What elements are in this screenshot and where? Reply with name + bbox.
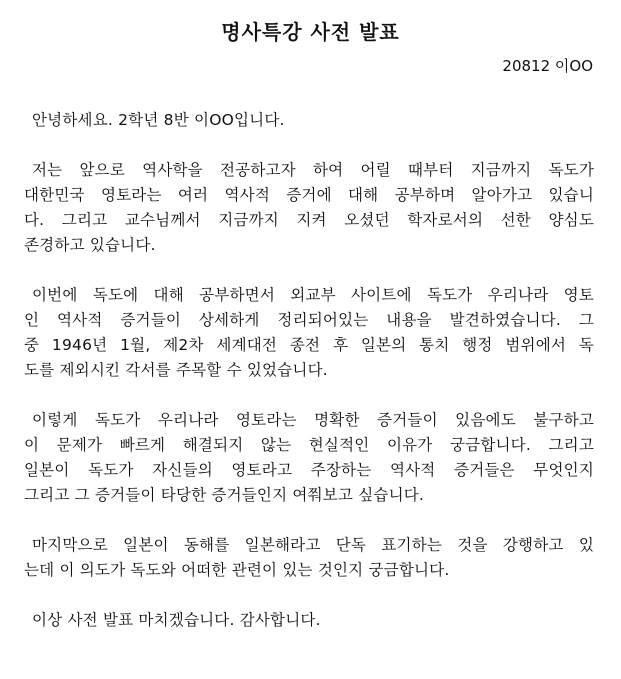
text-line: 중 1946년 1월, 제2차 세계대전 종전 후 일본의 통치 행정 범위에서 독 — [24, 336, 594, 354]
text-line: 그리고 그 증거들이 타당한 증거들인지 여쭤보고 싶습니다. — [24, 486, 425, 504]
paragraph — [24, 608, 594, 633]
paragraph — [24, 408, 594, 508]
text-line: 일본이 독도가 자신들의 영토라고 주장하는 역사적 증거들은 무엇인지 — [24, 461, 594, 479]
text-line: 존경하고 있습니다. — [24, 236, 156, 254]
paragraph — [24, 108, 594, 133]
paragraph — [24, 533, 594, 583]
text-line: 는데 이 의도가 독도와 어떠한 관련이 있는 것인지 궁금합니다. — [24, 561, 450, 579]
text-line: 저는 앞으로 역사학을 전공하고자 하여 어릴 때부터 지금까지 독도가 — [32, 161, 594, 179]
text-line: 도를 제외시킨 각서를 주목할 수 있었습니다. — [24, 361, 328, 379]
text-line: 다. 그리고 교수님께서 지금까지 지켜 오셨던 학자로서의 선한 양심도 — [24, 211, 594, 229]
text-line: 이 문제가 빠르게 해결되지 않는 현실적인 이유가 궁금합니다. 그리고 — [24, 436, 594, 454]
text-line: 이번에 독도에 대해 공부하면서 외교부 사이트에 독도가 우리나라 영토 — [32, 286, 594, 304]
text-line: 이상 사전 발표 마치겠습니다. 감사합니다. — [32, 611, 321, 629]
paragraph — [24, 283, 594, 383]
document-body — [24, 108, 594, 658]
text-line: 마지막으로 일본이 동해를 일본해라고 단독 표기하는 것을 강행하고 있 — [32, 536, 594, 554]
text-line: 대한민국 영토라는 여러 역사적 증거에 대해 공부하며 알아가고 있습니 — [24, 186, 594, 204]
text-line: 안녕하세요. 2학년 8반 이OO입니다. — [32, 111, 285, 129]
text-line: 이렇게 독도가 우리나라 영토라는 명확한 증거들이 있음에도 불구하고 — [32, 411, 594, 429]
document-title: 명사특강 사전 발표 — [221, 20, 400, 44]
text-line: 인 역사적 증거들이 상세하게 정리되어있는 내용을 발견하였습니다. 그 — [24, 311, 594, 329]
paragraph — [24, 158, 594, 258]
author-line: 20812 이OO — [502, 57, 593, 75]
